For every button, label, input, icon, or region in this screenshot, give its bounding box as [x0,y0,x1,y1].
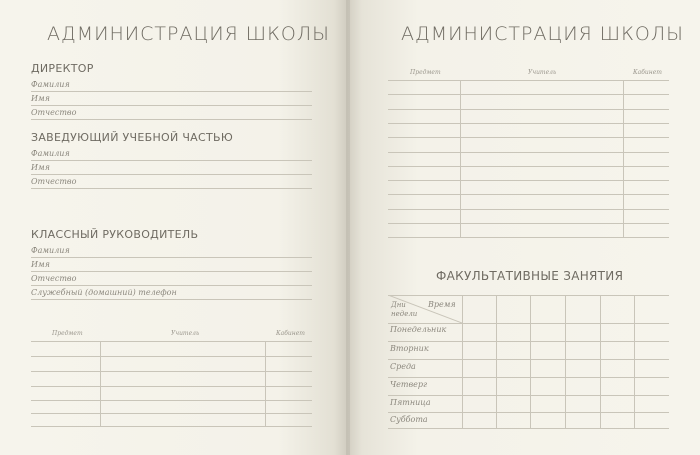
right-table-cell[interactable] [623,224,669,237]
electives-cell[interactable] [565,378,600,395]
left-table-cell[interactable] [100,342,265,356]
head-teacher-name-line[interactable] [31,174,312,175]
electives-cell[interactable] [530,342,565,359]
right-table-cell[interactable] [623,95,669,109]
electives-cell[interactable] [565,413,600,428]
left-table-cell[interactable] [265,372,312,386]
electives-cell[interactable] [530,378,565,395]
electives-cell[interactable] [634,342,669,359]
electives-cell[interactable] [600,342,634,359]
right-table-cell[interactable] [388,224,460,237]
left-table-cell[interactable] [100,414,265,426]
electives-cell[interactable] [565,396,600,412]
right-table-cell[interactable] [388,110,460,123]
head-teacher-heading: ЗАВЕДУЮЩИЙ УЧЕБНОЙ ЧАСТЬЮ [31,131,234,144]
electives-cell[interactable] [462,324,496,341]
right-table-header-room: Кабинет [633,69,662,76]
class-teacher-patronymic-line[interactable] [31,285,312,286]
left-table-header-room: Кабинет [276,330,305,337]
electives-cell[interactable] [530,324,565,341]
right-page-title: АДМИНИСТРАЦИЯ ШКОЛЫ [401,23,684,45]
day-label-saturday: Суббота [390,415,428,424]
corner-week-label: недели [391,310,418,318]
right-table-cell[interactable] [388,81,460,94]
spine-fold [346,0,350,455]
electives-cell[interactable] [634,413,669,428]
director-surname-line[interactable] [31,91,312,92]
director-name-label: Имя [31,94,50,103]
electives-cell[interactable] [530,360,565,377]
right-table-header-teacher: Учитель [528,69,557,76]
head-teacher-patronymic-label: Отчество [31,177,77,186]
left-table-cell[interactable] [31,372,100,386]
left-table-cell[interactable] [100,387,265,400]
corner-days-label: Дни [391,301,406,309]
electives-cell[interactable] [634,324,669,341]
director-heading: ДИРЕКТОР [31,62,94,75]
director-patronymic-label: Отчество [31,108,77,117]
electives-cell[interactable] [496,360,530,377]
director-patronymic-line[interactable] [31,119,312,120]
right-table-cell[interactable] [623,138,669,152]
electives-cell[interactable] [496,378,530,395]
right-table-cell[interactable] [388,210,460,223]
right-table-cell[interactable] [623,81,669,94]
electives-cell[interactable] [530,396,565,412]
electives-cell[interactable] [565,324,600,341]
right-table-cell[interactable] [623,210,669,223]
electives-cell[interactable] [600,413,634,428]
left-table-cell[interactable] [31,357,100,371]
electives-cell[interactable] [565,342,600,359]
class-teacher-heading: КЛАССНЫЙ РУКОВОДИТЕЛЬ [31,228,199,241]
class-teacher-phone-label: Служебный (домашний) телефон [31,288,177,297]
class-teacher-phone-line[interactable] [31,299,312,300]
right-table-cell[interactable] [623,124,669,137]
class-teacher-surname-label: Фамилия [31,246,70,255]
electives-cell[interactable] [496,396,530,412]
left-table-cell[interactable] [100,357,265,371]
right-table-row-line [388,237,669,238]
head-teacher-name-label: Имя [31,163,50,172]
right-table-cell[interactable] [623,110,669,123]
head-teacher-surname-line[interactable] [31,160,312,161]
right-table-cell[interactable] [388,181,460,194]
right-table-header-subject: Предмет [410,69,441,76]
electives-cell[interactable] [462,342,496,359]
left-table-cell[interactable] [265,357,312,371]
class-teacher-name-line[interactable] [31,271,312,272]
right-table-cell[interactable] [623,153,669,166]
director-name-line[interactable] [31,105,312,106]
right-table-cell[interactable] [388,95,460,109]
right-table-cell[interactable] [623,167,669,180]
left-table-cell[interactable] [31,414,100,426]
left-table-header-teacher: Учитель [171,330,200,337]
day-label-wednesday: Среда [390,362,416,371]
electives-cell[interactable] [462,413,496,428]
right-table-cell[interactable] [460,167,623,180]
class-teacher-patronymic-label: Отчество [31,274,77,283]
director-surname-label: Фамилия [31,80,70,89]
left-table-cell[interactable] [100,401,265,413]
electives-cell[interactable] [600,378,634,395]
right-table-cell[interactable] [460,110,623,123]
head-teacher-surname-label: Фамилия [31,149,70,158]
right-table-cell[interactable] [460,81,623,94]
electives-cell[interactable] [530,413,565,428]
left-table-cell[interactable] [31,387,100,400]
right-table-cell[interactable] [388,138,460,152]
right-table-cell[interactable] [460,181,623,194]
left-table-cell[interactable] [265,414,312,426]
right-table-cell[interactable] [460,124,623,137]
left-table-cell[interactable] [31,342,100,356]
left-table-cell[interactable] [31,401,100,413]
electives-cell[interactable] [496,324,530,341]
right-table-cell[interactable] [388,153,460,166]
electives-row-line [388,428,669,429]
electives-heading: ФАКУЛЬТАТИВНЫЕ ЗАНЯТИЯ [436,269,624,283]
electives-cell[interactable] [462,378,496,395]
left-table-header-subject: Предмет [52,330,83,337]
head-teacher-patronymic-line[interactable] [31,188,312,189]
day-label-tuesday: Вторник [390,344,429,353]
electives-cell[interactable] [634,396,669,412]
electives-cell[interactable] [634,378,669,395]
right-table-cell[interactable] [388,195,460,209]
corner-time-label: Время [428,300,456,309]
class-teacher-name-label: Имя [31,260,50,269]
right-table-cell[interactable] [460,138,623,152]
electives-row-line [388,295,669,296]
right-table-cell[interactable] [460,224,623,237]
right-table-cell[interactable] [623,195,669,209]
day-label-friday: Пятница [390,398,431,407]
electives-cell[interactable] [600,324,634,341]
electives-cell[interactable] [462,396,496,412]
class-teacher-surname-line[interactable] [31,257,312,258]
electives-cell[interactable] [600,360,634,377]
left-table-cell[interactable] [265,401,312,413]
left-table-cell[interactable] [100,372,265,386]
left-table-row-line [31,426,312,427]
left-page-title: АДМИНИСТРАЦИЯ ШКОЛЫ [47,23,330,45]
electives-cell[interactable] [496,342,530,359]
left-table-cell[interactable] [265,387,312,400]
right-table-cell[interactable] [460,195,623,209]
day-label-thursday: Четверг [390,380,428,389]
right-table-cell[interactable] [388,167,460,180]
right-table-cell[interactable] [460,210,623,223]
electives-cell[interactable] [634,360,669,377]
right-table-cell[interactable] [623,181,669,194]
right-table-cell[interactable] [460,153,623,166]
electives-cell[interactable] [496,413,530,428]
right-table-cell[interactable] [388,124,460,137]
corner-diagonal [388,295,462,323]
left-table-cell[interactable] [265,342,312,356]
electives-cell[interactable] [462,360,496,377]
electives-cell[interactable] [600,396,634,412]
electives-cell[interactable] [565,360,600,377]
day-label-monday: Понедельник [390,325,447,334]
right-table-cell[interactable] [460,95,623,109]
